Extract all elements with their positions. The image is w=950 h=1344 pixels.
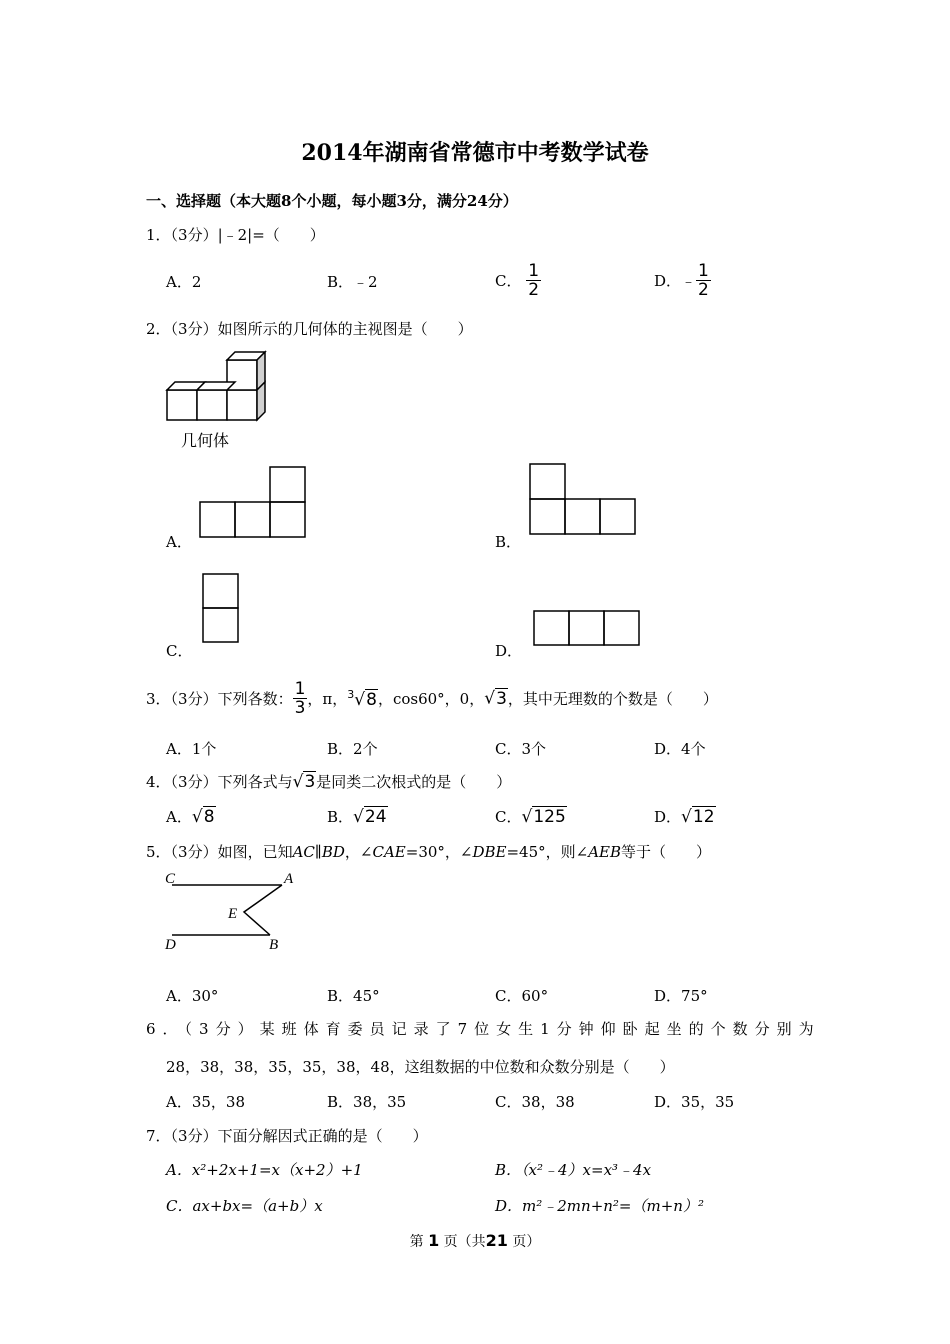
page-number: 1 (428, 1231, 440, 1250)
q6-option-b: B．38，35 (327, 1093, 407, 1111)
solid-figure (160, 348, 280, 426)
q3-fraction: $\frac{1}{3}$ (294, 679, 306, 718)
q2-option-a-view (198, 466, 308, 540)
question-7-stem: 7．（3分）下面分解因式正确的是（ ） (146, 1127, 428, 1145)
label-C: C (165, 871, 176, 887)
q6-option-d: D．35，35 (654, 1093, 735, 1111)
page-footer: 第 1 页（共21 页） (409, 1231, 541, 1250)
q7-option-b: B．（x²﹣4）x=x³﹣4x (495, 1161, 652, 1179)
parallel-lines-figure (162, 868, 312, 954)
q7-option-d: D．m²﹣2mn+n²=（m+n）² (495, 1197, 704, 1215)
label-D: D (165, 937, 176, 953)
q1-option-d-fraction: $\frac{1}{2}$ (698, 261, 709, 300)
q1-option-c-fraction: $\frac{1}{2}$ (528, 261, 540, 300)
q5-option-a: A．30° (166, 987, 219, 1005)
q2-option-c: C． (166, 642, 193, 660)
question-2-stem: 2．（3分）如图所示的几何体的主视图是（ ） (146, 320, 473, 338)
question-5-stem: 5．（3分）如图，已知AC∥BD，∠CAE=30°，∠DBE=45°，则∠AEB等于（ ） (146, 843, 712, 861)
q5-option-d: D．75° (654, 987, 708, 1005)
q4-sqrt3: √3 (292, 772, 316, 792)
q4-option-b: B．√24 (327, 807, 387, 827)
q2-option-b-view (528, 463, 638, 537)
q4-suffix: 是同类二次根式的是（ ） (316, 773, 512, 791)
section-heading: 一、选择题（本大题8个小题，每小题3分，满分24分） (146, 192, 518, 210)
q1-option-a: A．2 (166, 273, 202, 291)
q2-option-a: A． (166, 533, 192, 551)
figure-caption: 几何体 (181, 431, 230, 450)
page-total: 21 (485, 1231, 508, 1250)
q4-prefix: 4．（3分）下列各式与 (146, 773, 293, 791)
q2-option-c-view (201, 572, 241, 644)
q1-option-b: B．﹣2 (327, 273, 378, 291)
page-title: 2014年湖南省常德市中考数学试卷 (301, 140, 649, 166)
q1-option-d-label: D． (654, 272, 682, 290)
question-6-stem-line2: 28，38，38，35，35，38，48，这组数据的中位数和众数分别是（ ） (166, 1058, 675, 1076)
label-B: B (269, 937, 279, 953)
q3-pi: ，π， (307, 690, 348, 708)
q3-cube-root: $^3$√8 (347, 687, 377, 710)
question-1-stem: 1．（3分）|﹣2|=（ ） (146, 226, 325, 244)
q4-option-c: C．√125 (495, 807, 566, 827)
q7-option-a: A．x²+2x+1=x（x+2）+1 (166, 1161, 363, 1179)
q3-option-b: B．2个 (327, 740, 378, 758)
label-E: E (228, 906, 238, 922)
q3-option-c: C．3个 (495, 740, 547, 758)
q3-option-a: A．1个 (166, 740, 217, 758)
q3-square-root: √3 (484, 688, 507, 709)
q3-prefix: 3．（3分）下列各数： (146, 690, 293, 708)
question-6-stem-line1: 6．（3分）某班体育委员记录了7位女生1分钟仰卧起坐的个数分别为 (146, 1020, 821, 1038)
q7-option-c: C．ax+bx=（a+b）x (166, 1197, 323, 1215)
q1-option-d (654, 262, 711, 299)
q5-option-c: C．60° (495, 987, 549, 1005)
q3-option-d: D．4个 (654, 740, 706, 758)
q1-option-d-sign: ﹣ (681, 272, 697, 290)
label-A: A (284, 871, 294, 887)
q2-option-d-view (532, 609, 642, 647)
q4-option-d: D．√12 (654, 807, 715, 827)
q6-option-c: C．38，38 (495, 1093, 575, 1111)
q2-option-d: D． (495, 642, 523, 660)
q1-option-c (495, 262, 541, 299)
q3-suffix: ，其中无理数的个数是（ ） (507, 690, 718, 708)
q2-option-b: B． (495, 533, 522, 551)
q5-option-b: B．45° (327, 987, 380, 1005)
q3-mid: ，cos60°，0， (377, 690, 485, 708)
q6-option-a: A．35，38 (166, 1093, 246, 1111)
q4-option-a: A．√8 (166, 807, 215, 827)
question-3-stem (146, 680, 718, 717)
q1-option-c-label: C． (495, 272, 522, 290)
question-4-stem (146, 771, 511, 792)
